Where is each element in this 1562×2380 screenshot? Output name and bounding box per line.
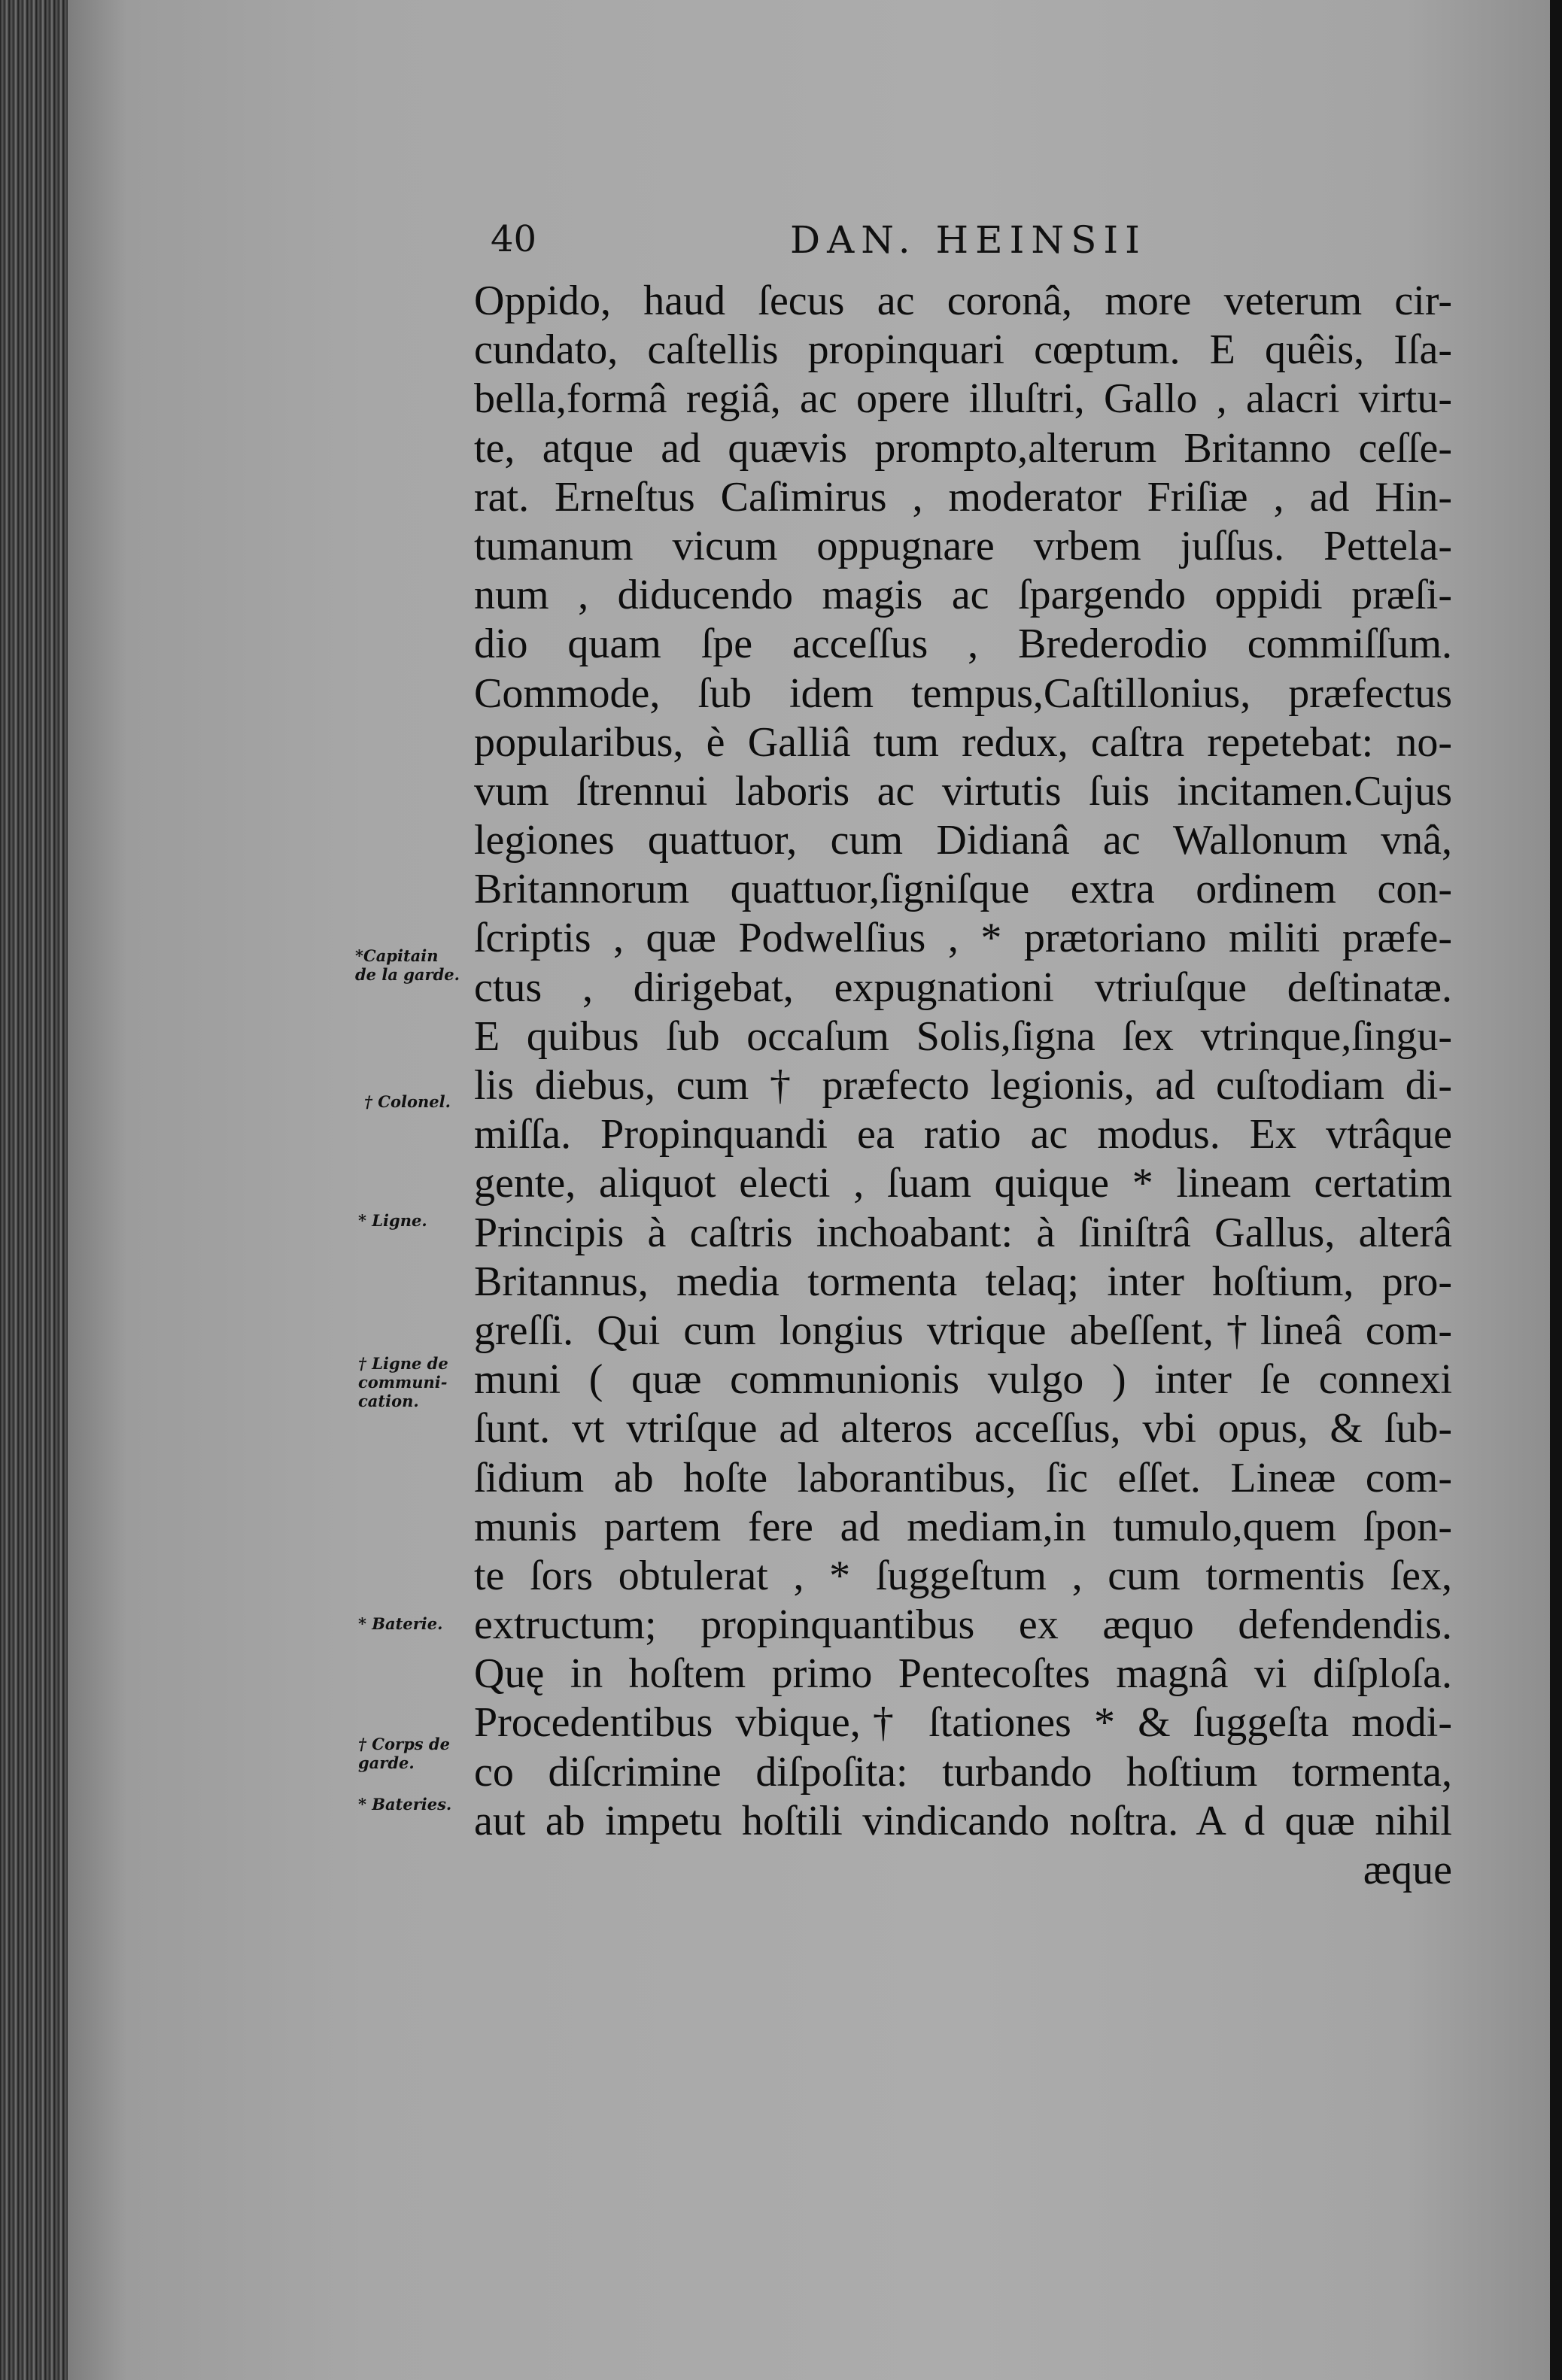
- text-line: Quę in hoſtem primo Pentecoſtes magnâ vi diſploſa.: [474, 1650, 1452, 1698]
- text-line: lis diebus, cum † præfecto legionis, ad cuſtodiam di-: [474, 1062, 1452, 1109]
- text-line: ſidium ab hoſte laborantibus, ſic eſſet. Lineæ com-: [474, 1454, 1452, 1501]
- text-line: Commode, ſub idem tempus,Caſtillonius, præfectus: [474, 669, 1452, 717]
- text-line: Principis à caſtris inchoabant: à ſiniſtrâ Gallus, alterâ: [474, 1209, 1452, 1256]
- text-line: miſſa. Propinquandi ea ratio ac modus. Ex vtrâque: [474, 1111, 1452, 1158]
- text-line: te ſors obtulerat , * ſuggeſtum , cum tormentis ſex,: [474, 1552, 1452, 1599]
- text-line: munis partem fere ad mediam,in tumulo,quem ſpon-: [474, 1503, 1452, 1550]
- main-text-block: [474, 277, 1452, 1895]
- page-number: 40: [491, 218, 537, 260]
- text-line: rat. Erneſtus Caſimirus , moderator Friſiæ , ad Hin-: [474, 473, 1452, 521]
- margin-note-ligne: * Ligne.: [358, 1211, 427, 1230]
- text-line: Britannus, media tormenta telaq; inter hoſtium, pro-: [474, 1258, 1452, 1305]
- text-line: popularibus, è Galliâ tum redux, caſtra repetebat: no-: [474, 718, 1452, 766]
- text-line: extructum; propinquantibus ex æquo defendendis.: [474, 1601, 1452, 1649]
- text-line: te, atque ad quævis prompto,alterum Britanno ceſſe-: [474, 424, 1452, 472]
- text-line: Oppido, haud ſecus ac coronâ, more veterum cir-: [474, 278, 1452, 324]
- margin-note-baterie: * Baterie.: [358, 1614, 443, 1633]
- margin-note-corps-de-garde: † Corps de garde.: [358, 1735, 450, 1772]
- running-head: DAN. HEINSII: [790, 218, 1147, 262]
- text-line: ctus , dirigebat, expugnationi vtriuſque deſtinatæ.: [474, 964, 1452, 1011]
- text-line: dio quam ſpe acceſſus , Brederodio commiſſum.: [474, 621, 1452, 668]
- text-line: tumanum vicum oppugnare vrbem juſſus. Pettela-: [474, 522, 1452, 569]
- margin-note-colonel: † Colonel.: [364, 1092, 451, 1111]
- scan-border: [1550, 0, 1562, 2380]
- margin-note-bateries: * Bateries.: [358, 1795, 452, 1814]
- text-line: gente, aliquot electi , ſuam quique * lineam certatim: [474, 1160, 1452, 1207]
- text-line: num , diducendo magis ac ſpargendo oppidi præſi-: [474, 572, 1452, 619]
- text-line: greſſi. Qui cum longius vtrique abeſſent,†lineâ com-: [474, 1307, 1452, 1354]
- text-line: Procedentibus vbique,† ſtationes * & ſuggeſta modi-: [474, 1699, 1452, 1747]
- margin-note-capitain: *Capitain de la garde.: [355, 946, 460, 984]
- text-line: ſunt. vt vtriſque ad alteros acceſſus, vbi opus, & ſub-: [474, 1405, 1452, 1453]
- text-line: E quibus ſub occaſum Solis,ſigna ſex vtrinque,ſingu-: [474, 1012, 1452, 1060]
- text-line: Britannorum quattuor,ſigniſque extra ordinem con-: [474, 866, 1452, 913]
- text-line: bella,formâ regiâ, ac opere illuſtri, Gallo , alacri virtu-: [474, 375, 1452, 423]
- text-line: aut ab impetu hoſtili vindicando noſtra. A d quæ nihil: [474, 1797, 1452, 1844]
- text-line: vum ſtrennui laboris ac virtutis ſuis incitamen.Cujus: [474, 767, 1452, 815]
- text-line: co diſcrimine diſpoſita: turbando hoſtium tormenta,: [474, 1748, 1452, 1796]
- margin-note-ligne-communication: † Ligne de communi- cation.: [358, 1354, 448, 1410]
- text-line: cundato, caſtellis propinquari cœptum. E quêis, Iſa-: [474, 326, 1452, 374]
- text-line: muni ( quæ communionis vulgo ) inter ſe connexi: [474, 1356, 1452, 1404]
- text-line: legiones quattuor, cum Didianâ ac Wallonum vnâ,: [474, 817, 1452, 864]
- text-line: ſcriptis , quæ Podwelſius , * prætoriano militi præfe-: [474, 915, 1452, 962]
- catchword: æque: [1363, 1847, 1452, 1893]
